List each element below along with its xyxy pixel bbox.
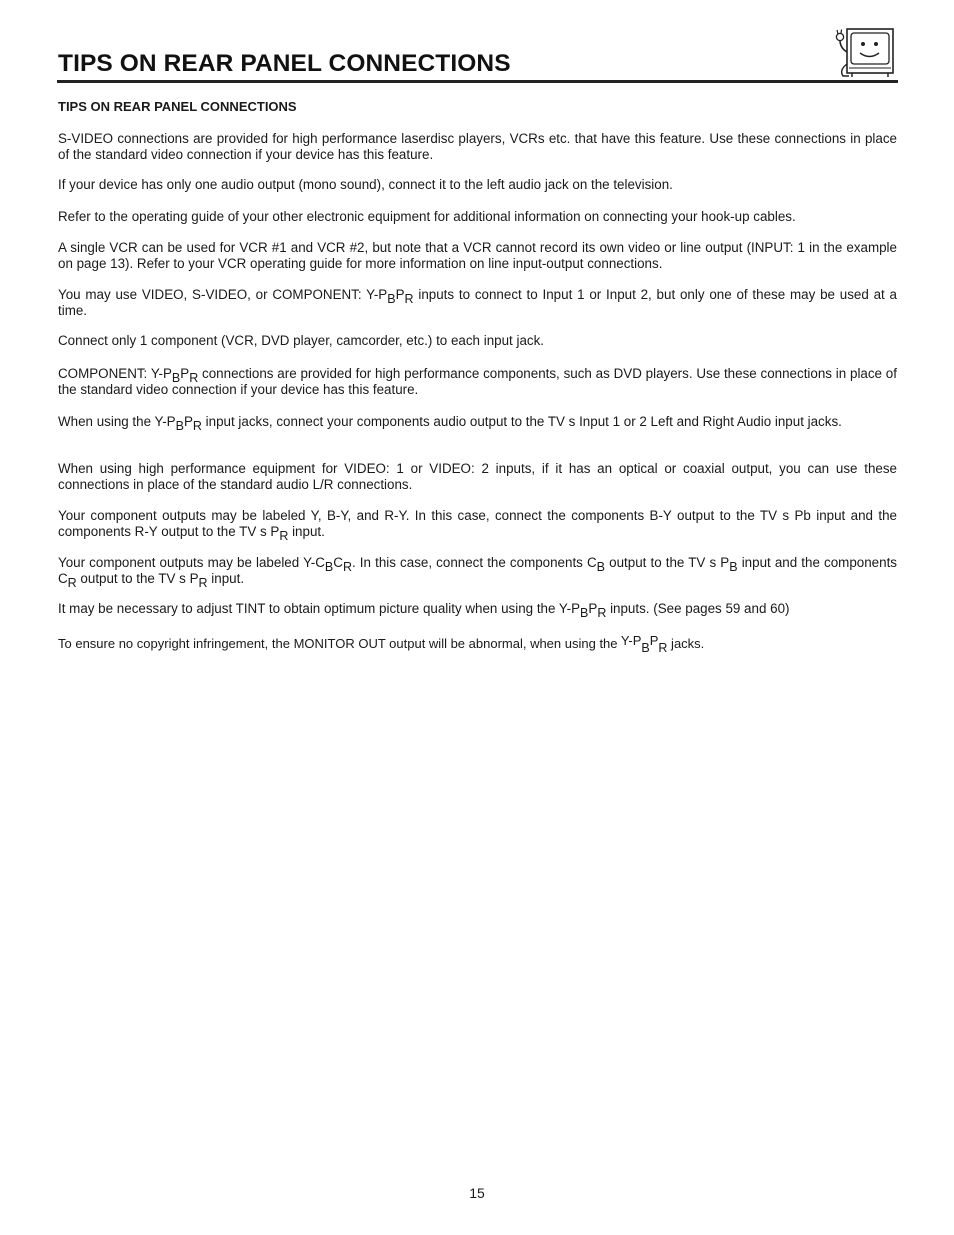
paragraph-by-ry: Your component outputs may be labeled Y, B-Y, and R-Y. In this case, connect the components B-Y output to the TV s Pb input and the components R-Y output to the TV s $P_R$ input. <box>58 508 897 543</box>
paragraph-one-component: Connect only 1 component (VCR, DVD player, camcorder, etc.) to each input jack. <box>58 333 545 348</box>
page-number: 15 <box>469 1185 485 1201</box>
page-title: TIPS ON REAR PANEL CONNECTIONS <box>58 50 511 77</box>
paragraph-vcr: A single VCR can be used for VCR #1 and VCR #2, but note that a VCR cannot record its own video or line output (INPUT: 1 in the example on page 13). Refer to your VCR operating guide for more information on line input-output connections. <box>58 240 897 271</box>
paragraph-mono-audio: If your device has only one audio output (mono sound), connect it to the left audio jack on the television. <box>58 177 673 192</box>
paragraph-ypbpr-audio: When using the $Y-P_BP_R$ input jacks, connect your components audio output to the TV s Input 1 or 2 Left and Right Audio input jacks. <box>58 414 842 433</box>
title-rule <box>57 80 898 83</box>
section-heading: TIPS ON REAR PANEL CONNECTIONS <box>58 99 297 114</box>
paragraph-svideo: S-VIDEO connections are provided for high performance laserdisc players, VCRs etc. that have this feature. Use these connections in place of the standard video connection if your device has this feature. <box>58 131 897 162</box>
paragraph-ycbcr: Your component outputs may be labeled $Y-C_BC_R$. In this case, connect the components $C_B$ output to the TV s $P_B$ input and the components $C_R$ output to the TV s $P_R$ input. <box>58 555 897 590</box>
paragraph-tint: It may be necessary to adjust TINT to obtain optimum picture quality when using the $Y-P_BP_R$ inputs. (See pages 59 and 60) <box>58 601 790 620</box>
paragraph-operating-guide: Refer to the operating guide of your other electronic equipment for additional information on connecting your hook-up cables. <box>58 209 796 224</box>
paragraph-optical-coaxial: When using high performance equipment for VIDEO: 1 or VIDEO: 2 inputs, if it has an optical or coaxial output, you can use these connections in place of the standard audio L/R connections. <box>58 461 897 492</box>
tv-mascot-icon <box>833 26 897 80</box>
paragraph-component-connections: COMPONENT: $Y-P_BP_R$ connections are provided for high performance components, such as DVD players. Use these connections in place of the standard video connection if your device has this feature. <box>58 366 897 397</box>
paragraph-monitor-out: To ensure no copyright infringement, the MONITOR OUT output will be abnormal, when using the $Y-P_BP_R$ jacks. <box>58 633 705 655</box>
paragraph-input-choice: You may use VIDEO, S-VIDEO, or COMPONENT: $Y-P_BP_R$ inputs to connect to Input 1 or Input 2, but only one of these may be used at a time. <box>58 287 897 318</box>
